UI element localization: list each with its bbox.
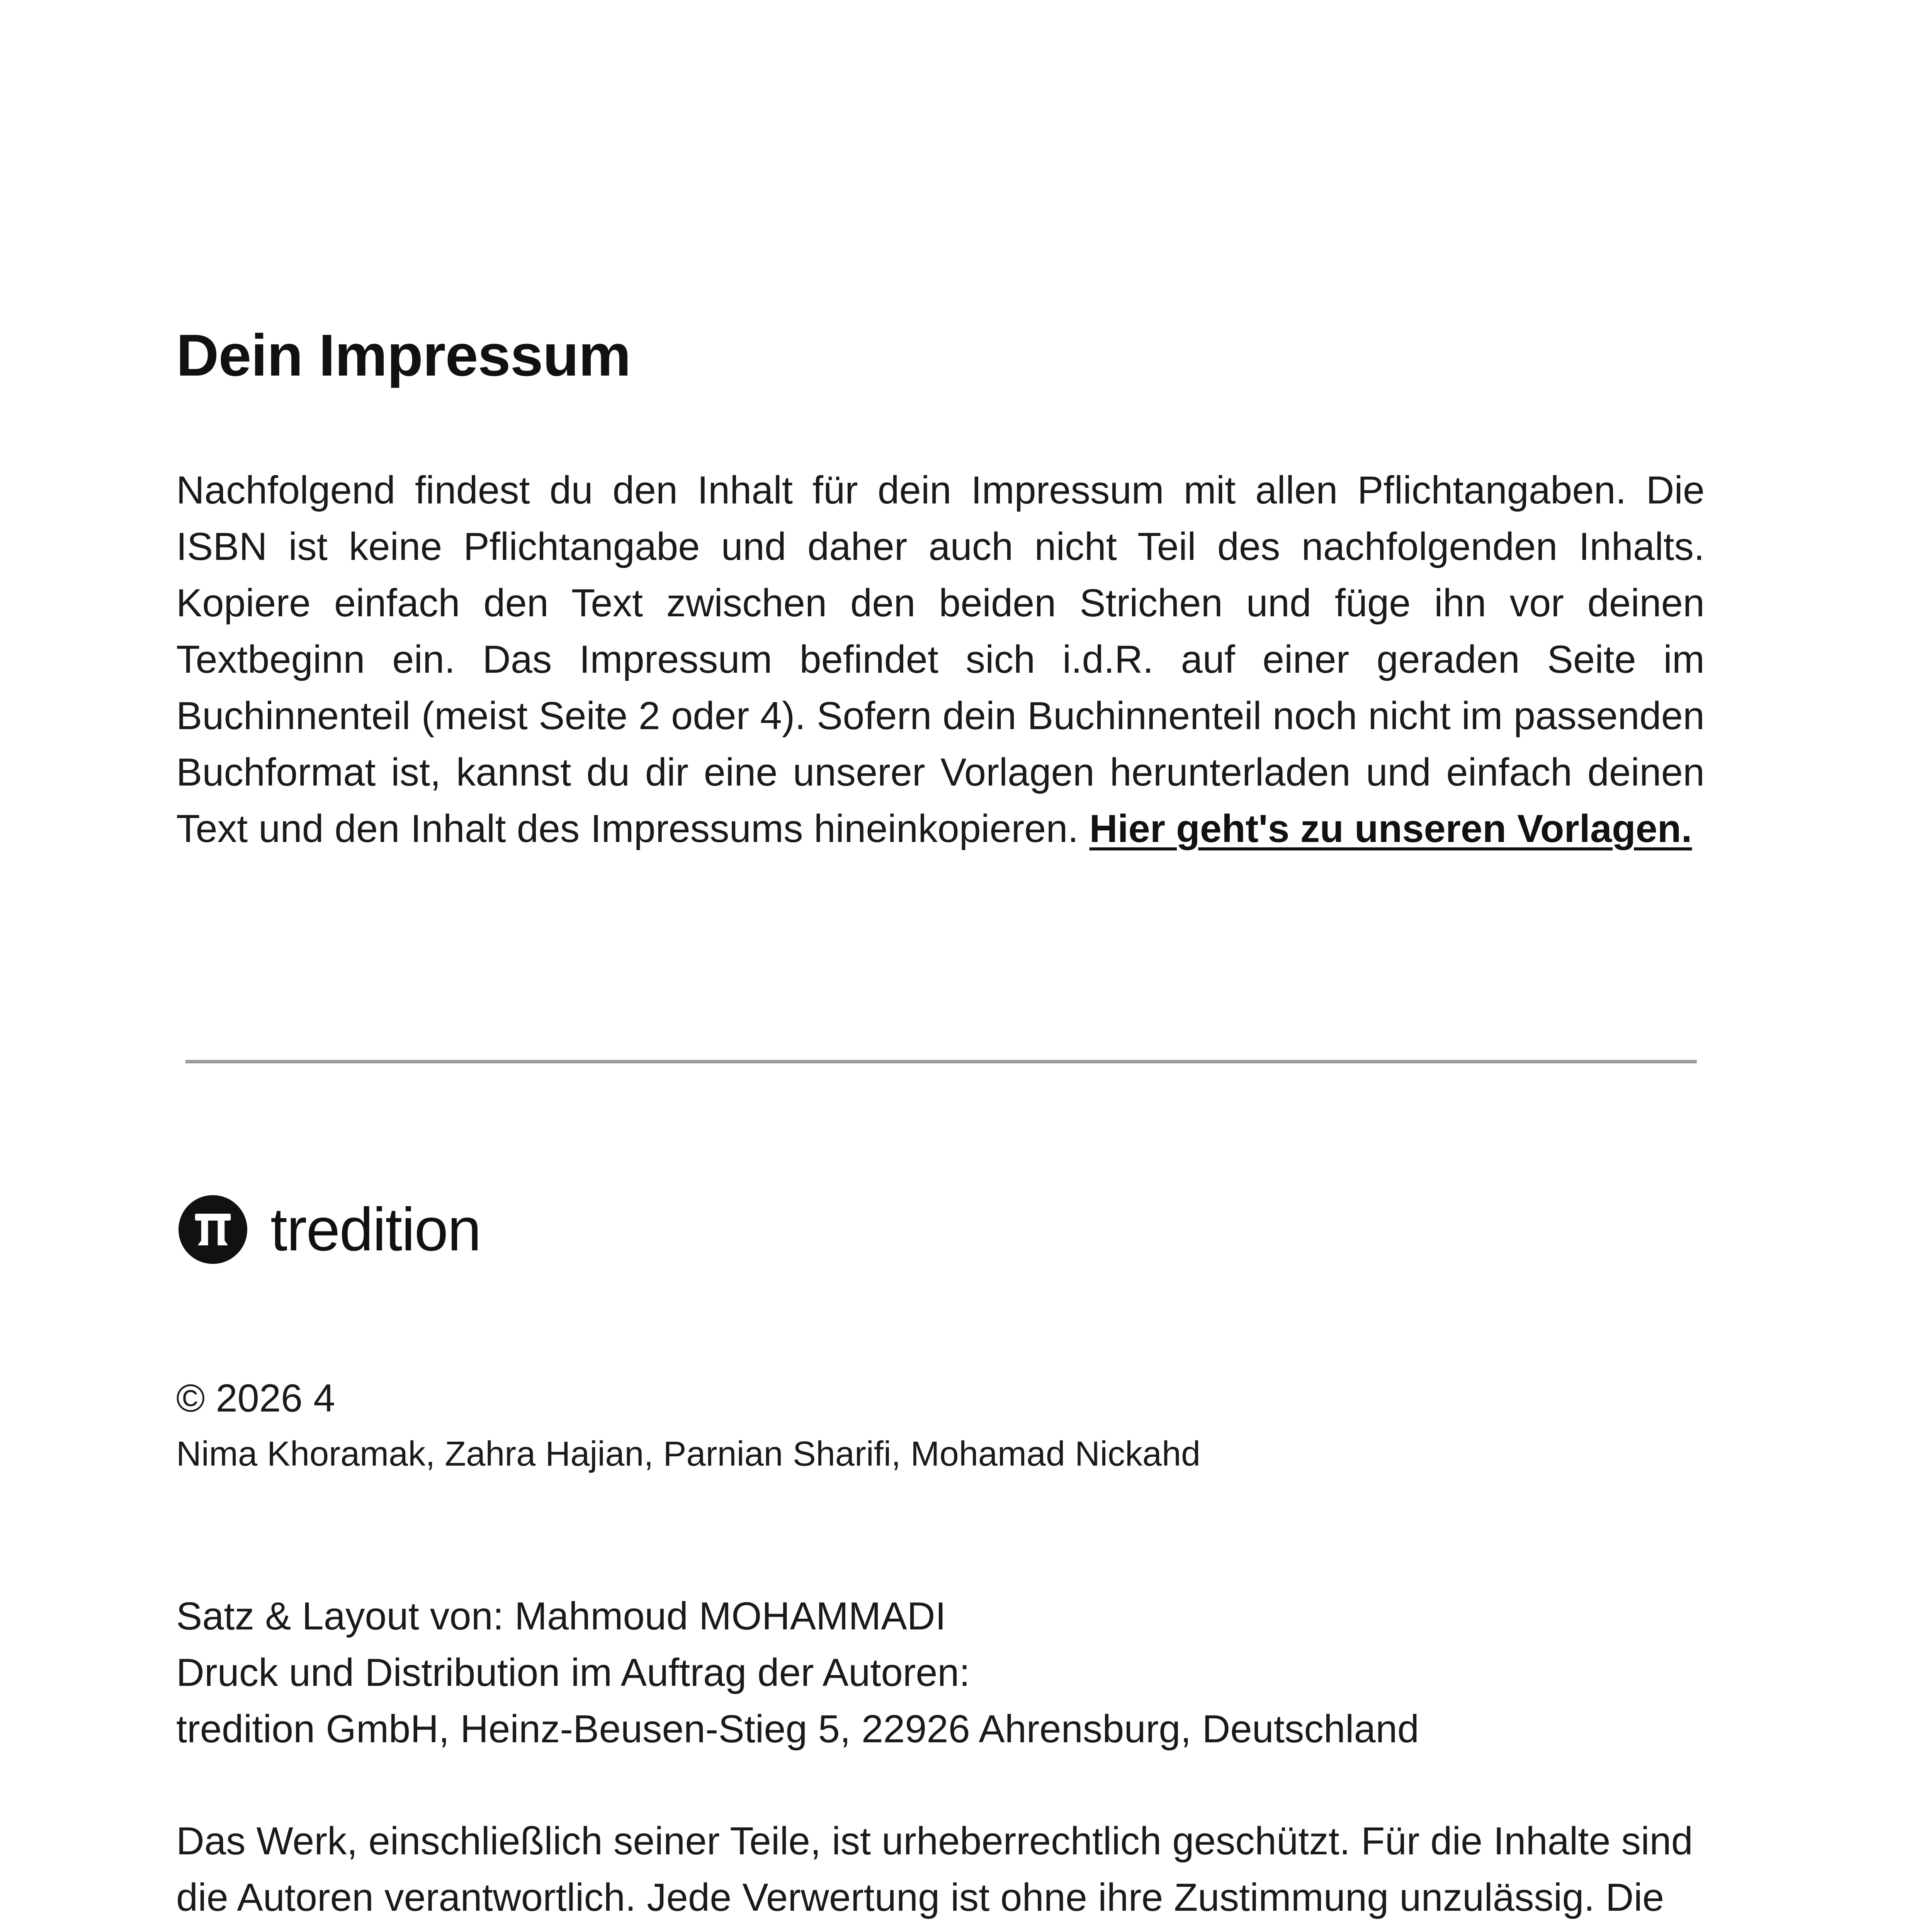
legal-notice	[176, 1813, 1693, 1932]
intro-paragraph	[176, 462, 1705, 857]
tredition-logo-icon	[178, 1195, 247, 1264]
authors-line: Nima Khoramak, Zahra Hajian, Parnian Sharifi, Mohamad Nickahd	[176, 1435, 1201, 1473]
legal-line: die Autoren verantwortlich. Jede Verwertung ist ohne ihre Zustimmung unzulässig. Die	[176, 1876, 1664, 1919]
page-title: Dein Impressum	[176, 322, 631, 388]
copyright-line: © 2026 4	[176, 1377, 335, 1420]
top-divider	[185, 1060, 1697, 1063]
credit-line: Druck und Distribution im Auftrag der Autoren:	[176, 1651, 970, 1694]
legal-line: Das Werk, einschließlich seiner Teile, ist urheberrechtlich geschützt. Für die Inhalte sind	[176, 1820, 1693, 1863]
intro-text: Nachfolgend findest du den Inhalt für dein Impressum mit allen Pflichtangaben. Die ISBN ist keine Pflichtangabe und daher auch nicht Teil des nachfolgenden Inhalts. Kopiere einfach den Text zwischen den beiden Strichen und füge ihn vor deinen Textbeginn ein. Das Impressum befindet sich i.d.R. auf einer geraden Seite im Buchinnenteil (meist Seite 2 oder 4). Sofern dein Buchinnenteil noch nicht im passenden Buchformat ist, kannst du dir eine unserer Vorlagen herunterladen und einfach deinen Text und den Inhalt des Impressums hineinkopieren.	[176, 469, 1705, 850]
credit-line: Satz & Layout von: Mahmoud MOHAMMADI	[176, 1595, 946, 1638]
credit-line: tredition GmbH, Heinz-Beusen-Stieg 5, 22926 Ahrensburg, Deutschland	[176, 1708, 1419, 1751]
brand-name: tredition	[270, 1196, 481, 1264]
legal-line	[176, 1926, 1693, 1932]
templates-link[interactable]: Hier geht's zu unseren Vorlagen.	[1089, 807, 1692, 850]
credits-block	[176, 1588, 1419, 1757]
brand	[178, 1191, 481, 1268]
